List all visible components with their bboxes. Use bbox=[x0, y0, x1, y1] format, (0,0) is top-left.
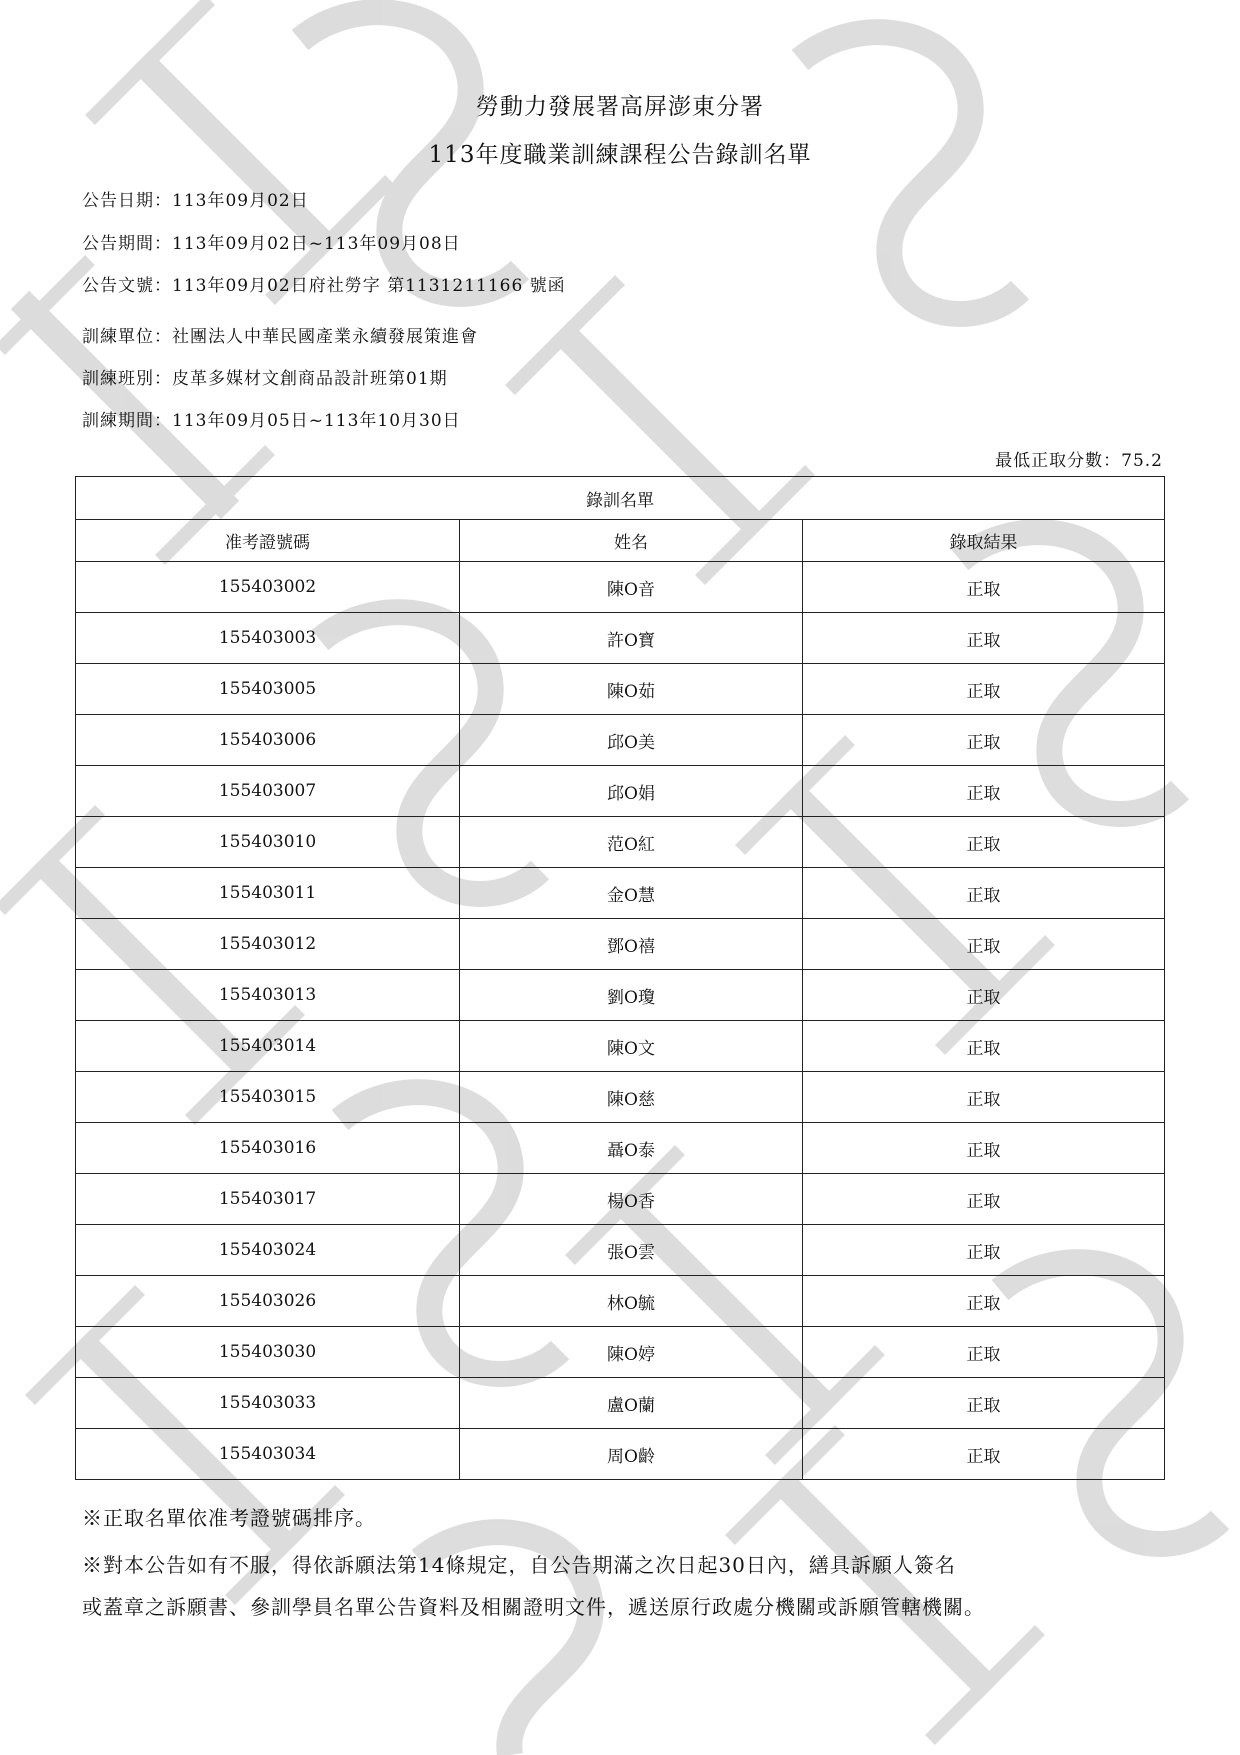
exam-id-cell: 155403011 bbox=[76, 868, 460, 919]
table-row bbox=[76, 970, 1165, 1021]
result-cell: 正取 bbox=[803, 1174, 1165, 1225]
column-header-exam-id: 准考證號碼 bbox=[76, 520, 460, 562]
name-cell: 金O慧 bbox=[460, 868, 803, 919]
result-cell: 正取 bbox=[803, 868, 1165, 919]
name-cell: 楊O香 bbox=[460, 1174, 803, 1225]
table-row bbox=[76, 1123, 1165, 1174]
table-row bbox=[76, 1378, 1165, 1429]
table-row bbox=[76, 562, 1165, 613]
result-cell: 正取 bbox=[803, 970, 1165, 1021]
name-cell: 陳O慈 bbox=[460, 1072, 803, 1123]
table-row bbox=[76, 1174, 1165, 1225]
result-cell: 正取 bbox=[803, 1327, 1165, 1378]
result-cell: 正取 bbox=[803, 715, 1165, 766]
training-unit: 訓練單位：社團法人中華民國產業永續發展策進會 bbox=[82, 327, 478, 347]
exam-id-cell: 155403010 bbox=[76, 817, 460, 868]
roster-body bbox=[76, 562, 1165, 1480]
table-row bbox=[76, 766, 1165, 817]
name-cell: 張O雲 bbox=[460, 1225, 803, 1276]
table-row bbox=[76, 868, 1165, 919]
result-cell: 正取 bbox=[803, 1021, 1165, 1072]
exam-id-cell: 155403016 bbox=[76, 1123, 460, 1174]
name-cell: 周O齡 bbox=[460, 1429, 803, 1480]
table-caption: 錄訓名單 bbox=[76, 477, 1165, 520]
exam-id-cell: 155403003 bbox=[76, 613, 460, 664]
name-cell: 劉O瓊 bbox=[460, 970, 803, 1021]
exam-id-cell: 155403017 bbox=[76, 1174, 460, 1225]
exam-id-cell: 155403013 bbox=[76, 970, 460, 1021]
result-cell: 正取 bbox=[803, 766, 1165, 817]
appeal-note-line-2: 或蓋章之訴願書、參訓學員名單公告資料及相關證明文件，遞送原行政處分機關或訴願管轄機關。 bbox=[82, 1595, 985, 1619]
table-row bbox=[76, 1225, 1165, 1276]
document-title: 113年度職業訓練課程公告錄訓名單 bbox=[428, 142, 812, 168]
column-header-name: 姓名 bbox=[460, 520, 803, 562]
name-cell: 邱O美 bbox=[460, 715, 803, 766]
table-row bbox=[76, 715, 1165, 766]
exam-id-cell: 155403033 bbox=[76, 1378, 460, 1429]
table-row bbox=[76, 1429, 1165, 1480]
table-row bbox=[76, 1276, 1165, 1327]
name-cell: 陳O茹 bbox=[460, 664, 803, 715]
exam-id-cell: 155403024 bbox=[76, 1225, 460, 1276]
table-row bbox=[76, 817, 1165, 868]
result-cell: 正取 bbox=[803, 1072, 1165, 1123]
org-title: 勞動力發展署高屏澎東分署 bbox=[476, 94, 764, 120]
exam-id-cell: 155403034 bbox=[76, 1429, 460, 1480]
exam-id-cell: 155403030 bbox=[76, 1327, 460, 1378]
announcement-doc-number: 公告文號：113年09月02日府社勞字 第1131211166 號函 bbox=[82, 276, 566, 296]
name-cell: 邱O娟 bbox=[460, 766, 803, 817]
appeal-note-line-1: ※對本公告如有不服，得依訴願法第14條規定，自公告期滿之次日起30日內，繕具訴願人簽名 bbox=[82, 1553, 956, 1577]
column-header-result: 錄取結果 bbox=[803, 520, 1165, 562]
name-cell: 陳O文 bbox=[460, 1021, 803, 1072]
table-row bbox=[76, 1327, 1165, 1378]
table-row bbox=[76, 1021, 1165, 1072]
name-cell: 范O紅 bbox=[460, 817, 803, 868]
table-row bbox=[76, 664, 1165, 715]
exam-id-cell: 155403002 bbox=[76, 562, 460, 613]
admission-roster-table bbox=[75, 476, 1165, 1480]
exam-id-cell: 155403014 bbox=[76, 1021, 460, 1072]
result-cell: 正取 bbox=[803, 919, 1165, 970]
table-row bbox=[76, 1072, 1165, 1123]
table-row bbox=[76, 919, 1165, 970]
name-cell: 盧O蘭 bbox=[460, 1378, 803, 1429]
name-cell: 許O寶 bbox=[460, 613, 803, 664]
announcement-date: 公告日期：113年09月02日 bbox=[82, 191, 309, 211]
result-cell: 正取 bbox=[803, 1123, 1165, 1174]
result-cell: 正取 bbox=[803, 664, 1165, 715]
name-cell: 陳O婷 bbox=[460, 1327, 803, 1378]
name-cell: 陳O音 bbox=[460, 562, 803, 613]
training-period: 訓練期間：113年09月05日~113年10月30日 bbox=[82, 411, 461, 431]
name-cell: 鄧O禧 bbox=[460, 919, 803, 970]
announcement-period: 公告期間：113年09月02日~113年09月08日 bbox=[82, 234, 461, 254]
exam-id-cell: 155403015 bbox=[76, 1072, 460, 1123]
name-cell: 聶O泰 bbox=[460, 1123, 803, 1174]
exam-id-cell: 155403005 bbox=[76, 664, 460, 715]
exam-id-cell: 155403006 bbox=[76, 715, 460, 766]
result-cell: 正取 bbox=[803, 1276, 1165, 1327]
exam-id-cell: 155403007 bbox=[76, 766, 460, 817]
result-cell: 正取 bbox=[803, 1429, 1165, 1480]
name-cell: 林O毓 bbox=[460, 1276, 803, 1327]
result-cell: 正取 bbox=[803, 1225, 1165, 1276]
exam-id-cell: 155403012 bbox=[76, 919, 460, 970]
result-cell: 正取 bbox=[803, 1378, 1165, 1429]
sort-note: ※正取名單依准考證號碼排序。 bbox=[82, 1506, 376, 1530]
training-class: 訓練班別：皮革多媒材文創商品設計班第01期 bbox=[82, 369, 448, 389]
minimum-admission-score: 最低正取分數：75.2 bbox=[995, 451, 1163, 471]
exam-id-cell: 155403026 bbox=[76, 1276, 460, 1327]
result-cell: 正取 bbox=[803, 817, 1165, 868]
result-cell: 正取 bbox=[803, 613, 1165, 664]
result-cell: 正取 bbox=[803, 562, 1165, 613]
table-row bbox=[76, 613, 1165, 664]
